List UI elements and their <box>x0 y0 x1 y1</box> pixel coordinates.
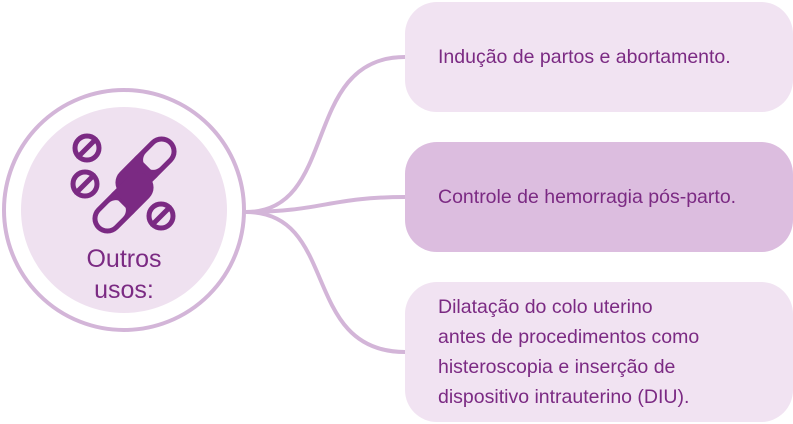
forbidden-icon <box>149 204 173 228</box>
use-card-postpartum-hemorrhage <box>405 142 793 252</box>
hub-circle <box>2 88 246 332</box>
connector-line-2 <box>246 197 405 212</box>
use-card-cervical-dilation <box>405 282 793 422</box>
use-card-text: Controle de hemorragia pós-parto. <box>438 186 737 208</box>
pills-icon <box>69 127 189 239</box>
connector-line-3 <box>246 212 405 352</box>
use-card-labor-induction <box>405 2 793 112</box>
use-card-text: Dilatação do colo uterino antes de procedimentos como histeroscopia e inserção de dispositivo intrauterino (DIU). <box>438 296 700 408</box>
forbidden-icon <box>73 172 97 196</box>
use-card-text: Indução de partos e abortamento. <box>438 46 731 68</box>
connector-line-1 <box>246 57 405 212</box>
forbidden-icon <box>75 136 99 160</box>
hub-title: Outros usos: <box>86 245 162 304</box>
hub-inner-circle <box>21 107 227 313</box>
